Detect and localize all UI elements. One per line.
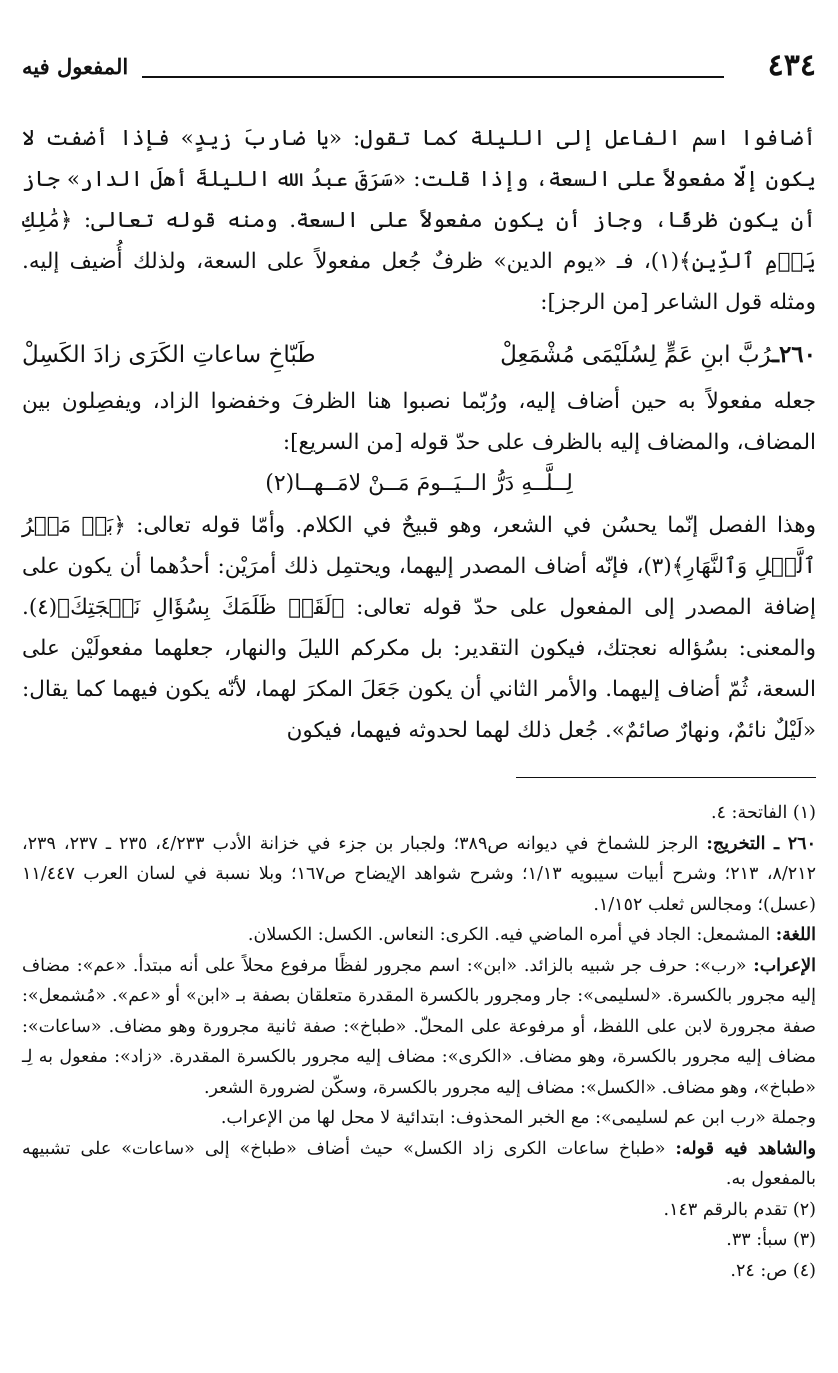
book-page: [22, 48, 816, 1286]
chapter-title: المفعول فيه: [22, 54, 129, 79]
verse-a-text: رُبَّ ابنِ عَمٍّ لِسُلَيْمَى مُشْمَعِلْ: [500, 342, 773, 368]
paragraph-3: وهذا الفصل إنّما يحسُن في الشعر، وهو قبيحٌ في الكلام. وأمّا قوله تعالى: ﴿بَلۡ مَكۡرُ ٱلَّيۡلِ وَٱلنَّهَارِ﴾(٣)، فإنّه أضاف المصدر إليهما، ويحتمِل ذلك أمرَيْن: أحدُهما أن يكون على إضافة المصدر إلى المفعول على حدّ قوله تعالى: ﴿لَقَدۡ ظَلَمَكَ بِسُؤَالِ نَعۡجَتِكَ﴾(٤). والمعنى: بسُؤاله نعجتك، فيكون التقدير: بل مكركم الليلَ والنهار، جعلهما مفعولَيْن على السعة، ثُمّ أضاف إليهما. والأمر الثاني أن يكون جَعَلَ المكرَ لهما، لأنّه يكون فيهما كما يقال: «لَيْلٌ نائمٌ، ونهارٌ صائمٌ». جُعل ذلك لهما لحدوثه فيهما، فيكون: [22, 513, 816, 743]
jumla: وجملة «رب ابن عم لسليمى»: مع الخبر المحذوف: ابتدائية لا محل لها من الإعراب.: [220, 1108, 816, 1128]
lugha-text: المشمعل: الجاد في أمره الماضي فيه. الكرى: النعاس. الكسل: الكسلان.: [247, 925, 776, 945]
verse-second-hemistich: طَبّاخِ ساعاتِ الكَرَى زادَ الكَسِلْ: [22, 342, 316, 368]
half-verse: لِــلَّــهِ دَرُّ الــيَــومَ مَــنْ لامَــهــا(٢): [265, 471, 573, 496]
takhrij-text: الرجز للشماخ في ديوانه ص٣٨٩؛ ولجبار بن جزء في خزانة الأدب ٤/٢٣٣، ٢٣٥ ـ ٢٣٧، ٢٣٩، ٨/٢١٢، ٢١٣؛ وشرح أبيات سيبويه ١/١٣؛ وشرح شواهد الإيضاح ص١٦٧؛ وبلا نسبة في لسان العرب ١١/٤٤٧ (عسل)؛ ومجالس ثعلب ١/١٥٢.: [22, 833, 816, 915]
footnote-2: (٢) تقدم بالرقم ١٤٣.: [663, 1199, 816, 1220]
footnote-4: (٤) ص: ٢٤.: [730, 1260, 816, 1281]
main-text: [22, 118, 816, 751]
verse-first-hemistich: [500, 333, 816, 377]
page-number: ٤٣٤: [767, 48, 816, 83]
footnote-3: (٣) سبأ: ٣٣.: [726, 1230, 816, 1250]
footnotes: [22, 798, 816, 1286]
verse-260: [22, 333, 816, 377]
page-header: [22, 48, 816, 88]
shahid-label: والشاهد فيه قوله:: [675, 1138, 816, 1159]
lugha-label: اللغة:: [775, 925, 816, 945]
footnote-1: (١) الفاتحة: ٤.: [711, 803, 816, 823]
footnote-separator: [516, 777, 816, 778]
shahid: [22, 1134, 816, 1195]
paragraph-1: أضافوا اسم الفاعل إلى الليلة كما تقول: «يا ضاربَ زيدٍ» فإذا أضفت لا يكون إلّا مفعولاً على السعة، وإذا قلت: «سَرَقَ عبدُ الله الليلةَ أهلَ الدار» جاز أن يكون ظرفًا، وجاز أن يكون مفعولاً على السعة. ومنه قوله تعالى: ﴿مَٰلِكِ يَوۡمِ ٱلدِّينِ﴾(١)، فـ «يوم الدين» ظرفٌ جُعل مفعولاً على السعة، ولذلك أُضيف إليه. ومثله قول الشاعر [من الرجز]:: [22, 126, 817, 315]
verse-number: ٢٦٠ـ: [772, 341, 816, 368]
irab-text: «رب»: حرف جر شبيه بالزائد. «ابن»: اسم مجرور لفظًا مرفوع محلاً على أنه مبتدأ. «عم»: مضاف إليه مجرور بالكسرة. «لسليمى»: جار ومجرور بالكسرة المقدرة متعلقان بصفة بـ «ابن» أو «عم». «مُشمعل»: صفة مجرورة لابن على اللفظ، أو مرفوعة على المحلّ. «طباخ»: صفة ثانية مجرورة وهو مضاف. «ساعات»: مضاف إليه مجرور بالكسرة، وهو مضاف. «الكرى»: مضاف إليه مجرور بالكسرة المقدرة. «زاد»: مفعول به لِـ «طباخ»، وهو مضاف. «الكسل»: مضاف إليه مجرور بالكسرة، وسكّن لضرورة الشعر.: [22, 955, 817, 1098]
irab: [22, 951, 816, 1104]
takhrij-label: ٢٦٠ ـ التخريج:: [706, 833, 816, 854]
paragraph-2: جعله مفعولاً به حين أضاف إليه، ورُبّما نصبوا هنا الظرفَ وخفضوا الزاد، ويفصِلون بين المضاف، والمضاف إليه بالظرف على حدّ قوله [من السريع]:: [22, 389, 816, 455]
shahid-text: «طباخ ساعات الكرى زاد الكسل» حيث أضاف «طباخ» إلى «ساعات» على تشبيهه بالمفعول به.: [22, 1138, 816, 1189]
header-rule: [142, 76, 724, 78]
lugha: [22, 920, 816, 951]
irab-label: الإعراب:: [753, 955, 816, 976]
footnote-260: [22, 829, 816, 921]
